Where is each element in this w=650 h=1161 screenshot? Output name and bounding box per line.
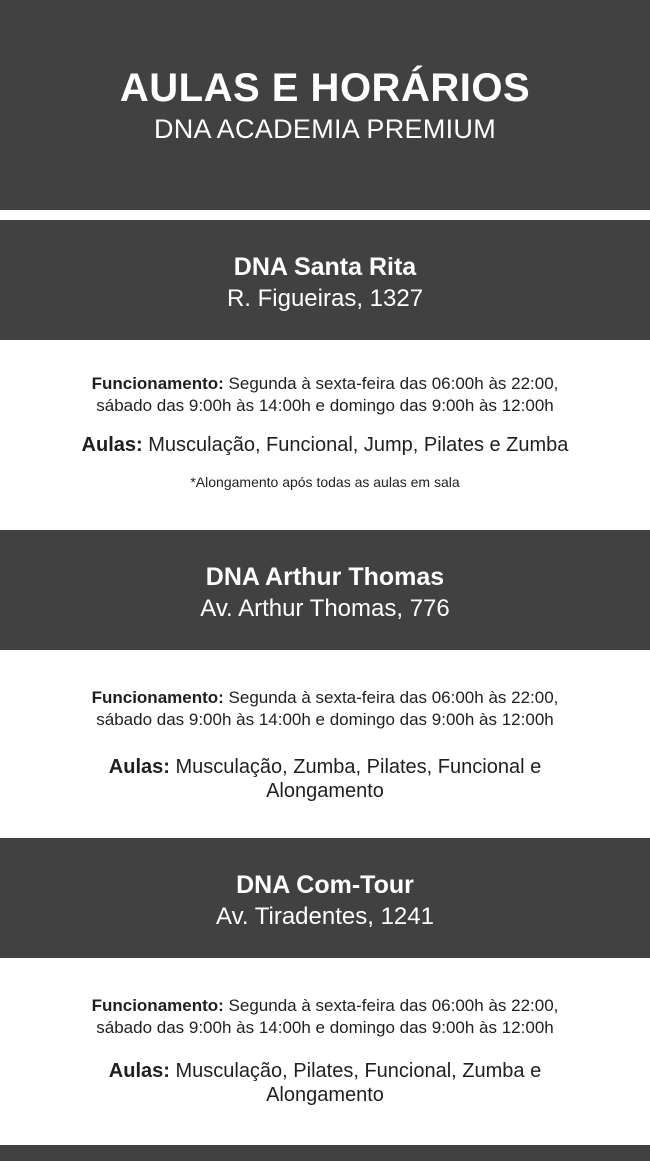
hours-line-2: sábado das 9:00h às 14:00h e domingo das 9:00h às 12:00h [96,710,554,729]
classes-text: Musculação, Pilates, Funcional, Zumba e Alongamento [169,1060,542,1106]
location-name: DNA Santa Rita [233,253,417,281]
classes-label: Aulas: [81,434,143,456]
location-header-com-tour [0,838,650,958]
hours-line-2: sábado das 9:00h às 14:00h e domingo das 9:00h às 12:00h [96,1018,554,1037]
location-name: DNA Com-Tour [236,871,414,899]
location-info-arthur-thomas [0,687,650,803]
location-info-santa-rita [0,373,650,491]
hours-label: Funcionamento: [91,374,224,393]
location-address: Av. Arthur Thomas, 776 [200,595,450,622]
hours-label: Funcionamento: [91,688,224,707]
classes-text: Musculação, Funcional, Jump, Pilates e Zumba [142,434,569,456]
hours-line-1: Segunda à sexta-feira das 06:00h às 22:00, [223,374,559,393]
opening-hours [0,995,650,1039]
location-name: DNA Arthur Thomas [205,563,445,591]
classes-list [0,1059,650,1107]
classes-list [0,755,650,803]
page-subtitle: DNA ACADEMIA PREMIUM [153,114,497,144]
classes-list [0,433,650,457]
hours-line-1: Segunda à sexta-feira das 06:00h às 22:00, [223,996,559,1015]
location-address: Av. Tiradentes, 1241 [216,903,434,930]
header-banner [0,0,650,210]
location-address: R. Figueiras, 1327 [226,285,424,312]
footer-band [0,1145,650,1161]
location-info-com-tour [0,995,650,1107]
location-header-santa-rita [0,220,650,340]
hours-line-2: sábado das 9:00h às 14:00h e domingo das 9:00h às 12:00h [96,396,554,415]
page-title: AULAS E HORÁRIOS [119,66,531,110]
location-header-arthur-thomas [0,530,650,650]
opening-hours [0,687,650,731]
classes-label: Aulas: [108,1060,170,1082]
hours-label: Funcionamento: [91,996,224,1015]
classes-text: Musculação, Zumba, Pilates, Funcional e Alongamento [169,756,542,802]
opening-hours [0,373,650,417]
classes-label: Aulas: [108,756,170,778]
hours-line-1: Segunda à sexta-feira das 06:00h às 22:00, [223,688,559,707]
stretching-note: *Alongamento após todas as aulas em sala [190,474,460,490]
